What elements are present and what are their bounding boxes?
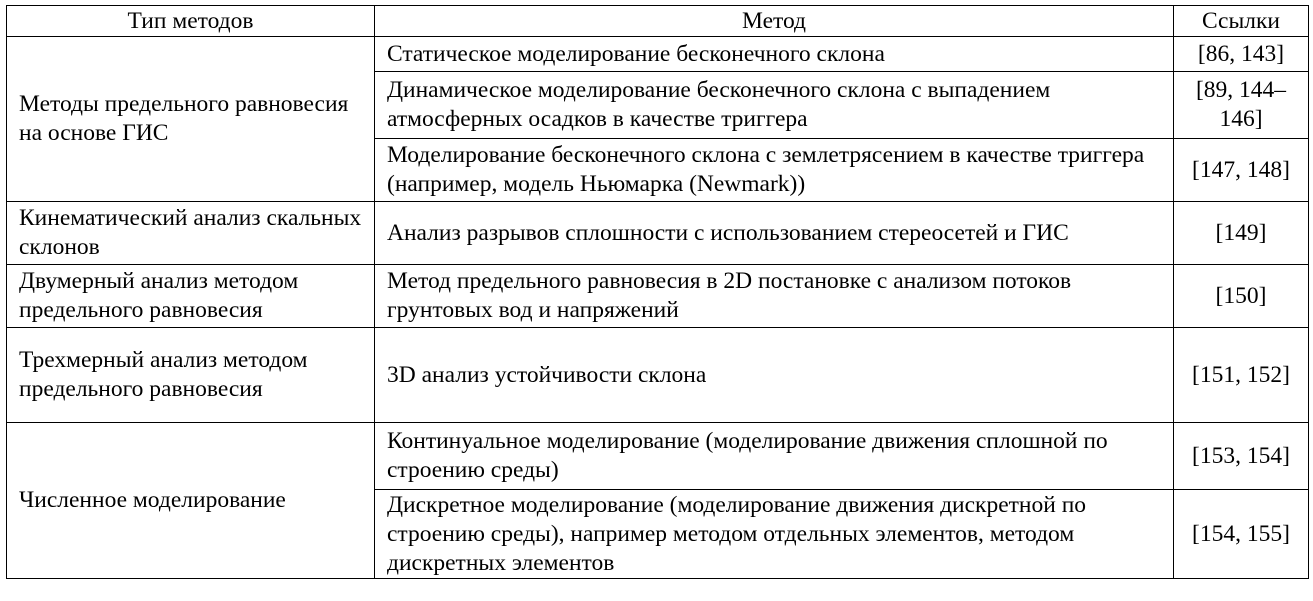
method-cell: Метод предельного равновесия в 2D постановке с анализом потоков грунтовых вод и напряжений (375, 265, 1174, 328)
table-row (7, 37, 1309, 72)
method-cell: Динамическое моделирование бесконечного склона с выпадением атмосферных осадков в качестве триггера (375, 72, 1174, 139)
table-row (7, 423, 1309, 490)
method-type-cell: Двумерный анализ методом предельного равновесия (7, 265, 375, 328)
method-cell: Статическое моделирование бесконечного склона (375, 37, 1174, 72)
references-cell: [86, 143] (1174, 37, 1309, 72)
references-cell: [151, 152] (1174, 328, 1309, 423)
method-type-cell: Трехмерный анализ методом предельного равновесия (7, 328, 375, 423)
method-type-cell: Методы предельного равновесия на основе ГИС (7, 37, 375, 202)
method-cell: Дискретное моделирование (моделирование движения дискретной по строению среды), например методом отдельных элементов, методом дискретных элементов (375, 490, 1174, 579)
methods-table (6, 5, 1309, 579)
method-type-cell: Численное моделирование (7, 423, 375, 579)
header-row (7, 6, 1309, 37)
references-cell: [150] (1174, 265, 1309, 328)
header-method-type: Тип методов (7, 6, 375, 37)
table-header (7, 6, 1309, 37)
table-row (7, 202, 1309, 265)
table-body (7, 37, 1309, 579)
method-type-cell: Кинематический анализ скальных склонов (7, 202, 375, 265)
references-cell: [153, 154] (1174, 423, 1309, 490)
references-cell: [89, 144–146] (1174, 72, 1309, 139)
table-row (7, 265, 1309, 328)
method-cell: Анализ разрывов сплошности с использованием стереосетей и ГИС (375, 202, 1174, 265)
references-cell: [149] (1174, 202, 1309, 265)
references-cell: [154, 155] (1174, 490, 1309, 579)
header-method: Метод (375, 6, 1174, 37)
method-cell: Моделирование бесконечного склона с землетрясением в качестве триггера (например, модель Ньюмарка (Newmark)) (375, 139, 1174, 202)
method-cell: 3D анализ устойчивости склона (375, 328, 1174, 423)
header-references: Ссылки (1174, 6, 1309, 37)
method-cell: Континуальное моделирование (моделирование движения сплошной по строению среды) (375, 423, 1174, 490)
table-row (7, 328, 1309, 423)
references-cell: [147, 148] (1174, 139, 1309, 202)
